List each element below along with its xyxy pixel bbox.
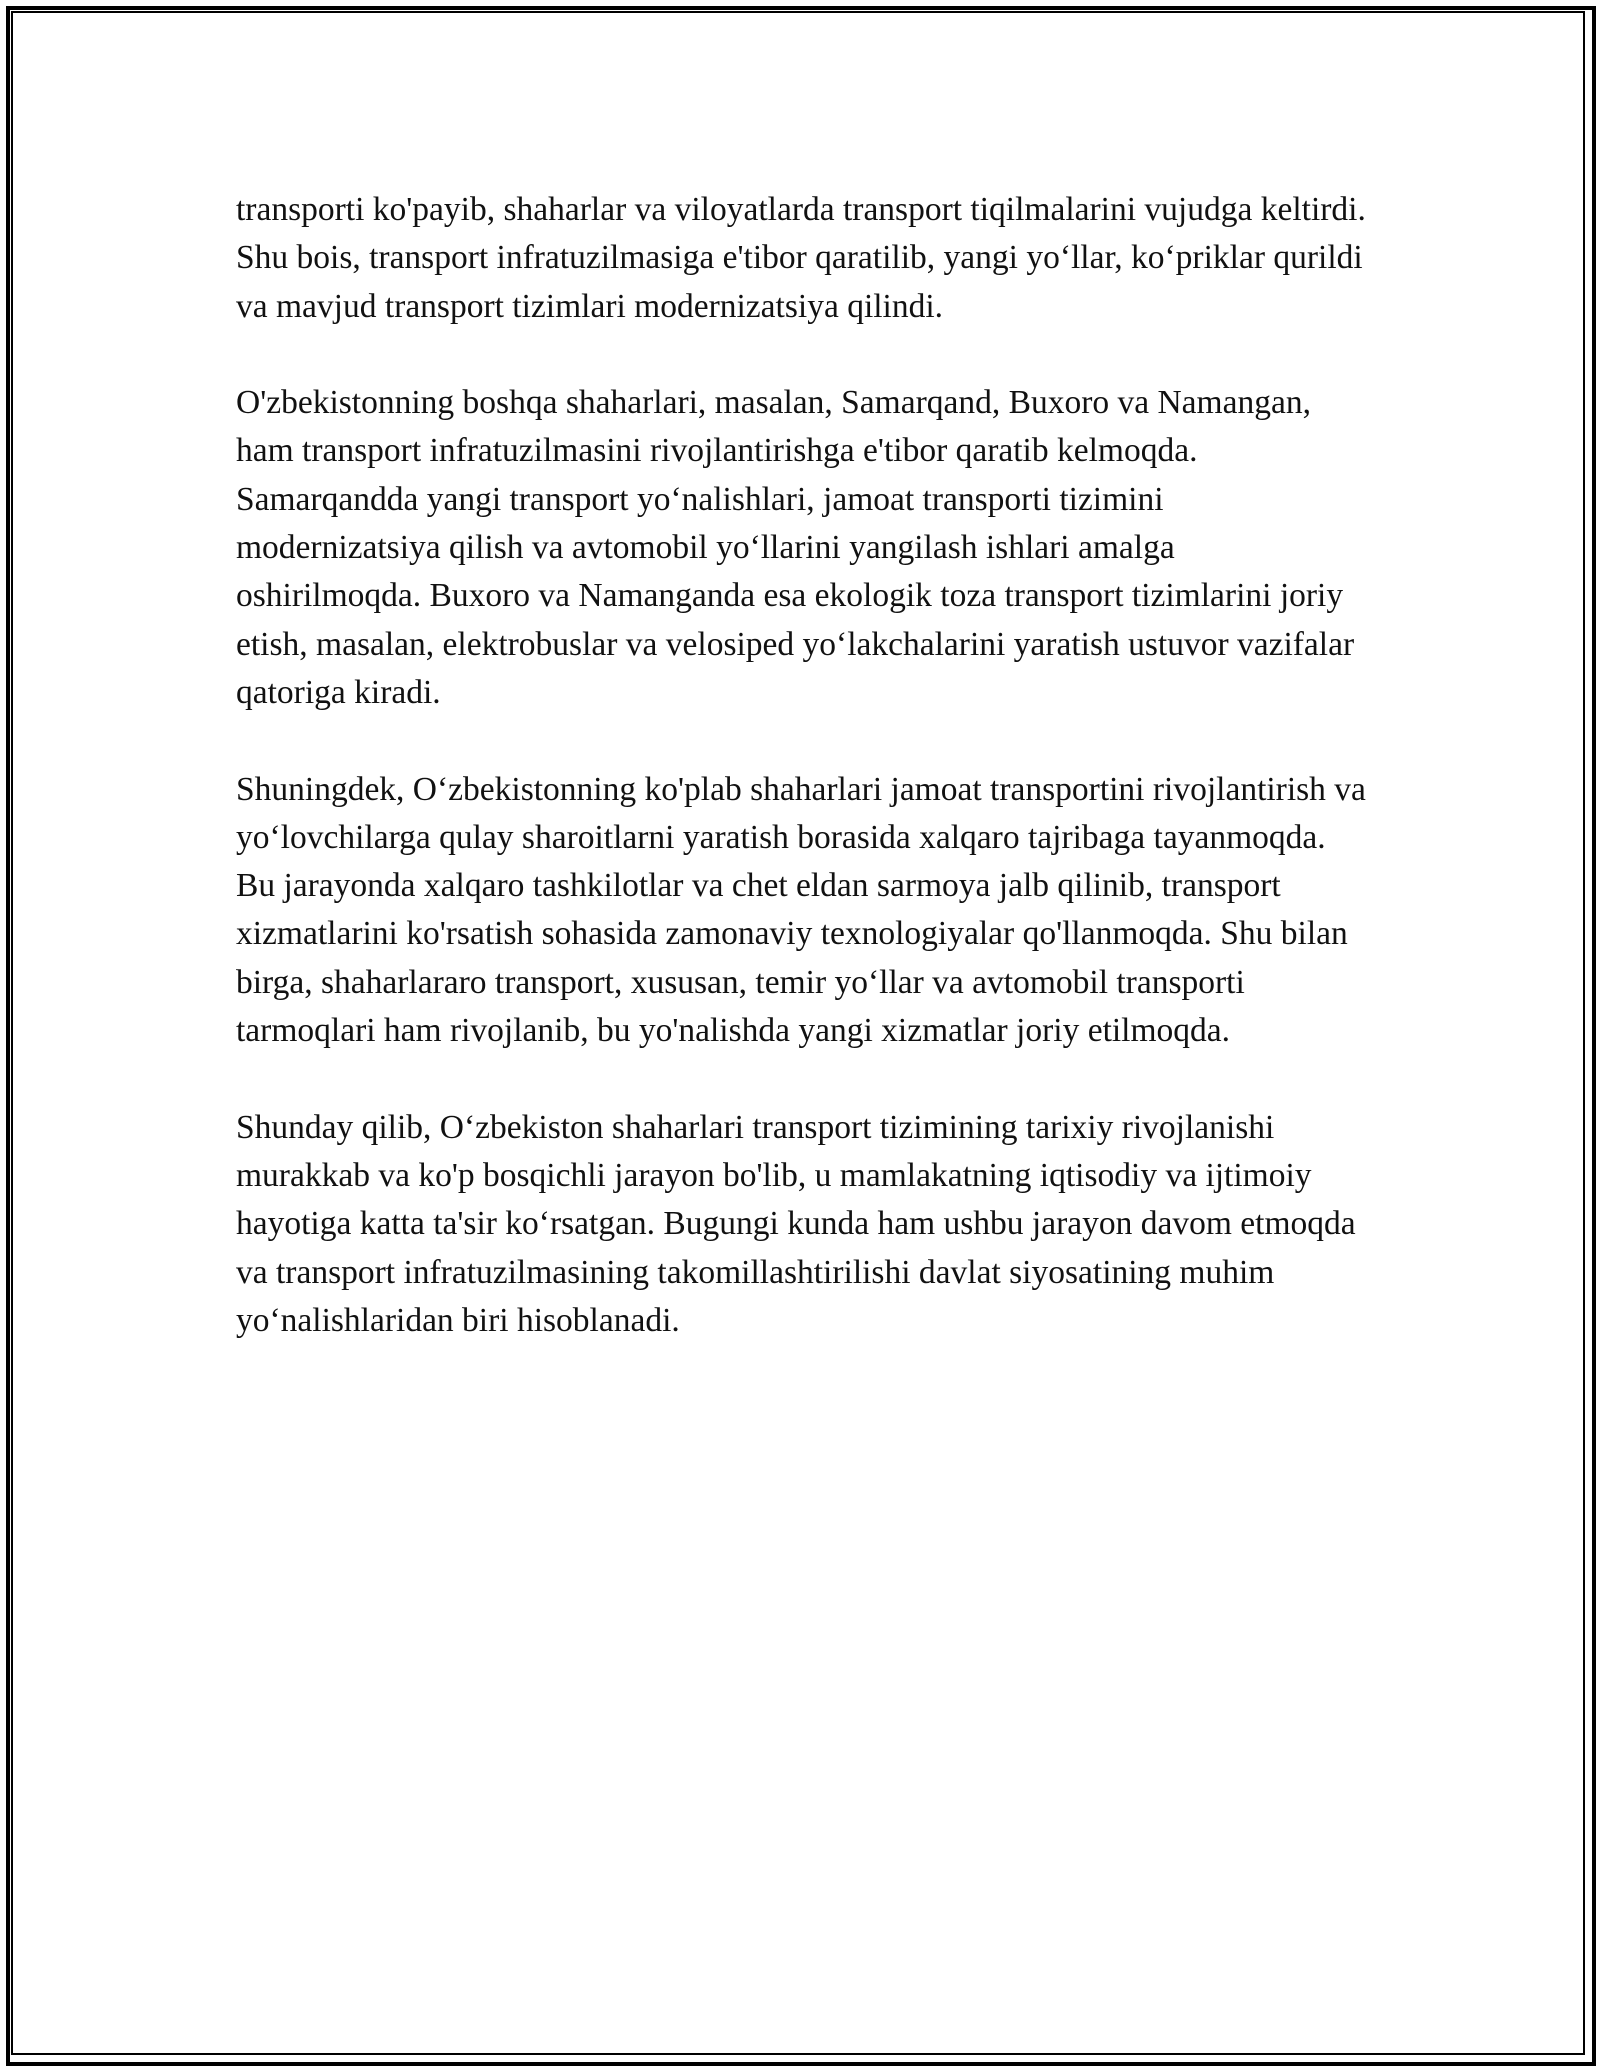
paragraph-1: transporti ko'payib, shaharlar va viloyatlarda transport tiqilmalarini vujudga keltirdi. Shu bois, transport infratuzilmasiga e'tibor qaratilib, yangi yo‘llar, ko‘priklar qurildi va mavjud transport tizimlari modernizatsiya qilindi. — [236, 191, 1366, 325]
paragraph-2: O'zbekistonning boshqa shaharlari, masalan, Samarqand, Buxoro va Namangan, ham transport infratuzilmasini rivojlantirishga e'tibor qaratib kelmoqda. Samarqandda yangi transport yo‘nalishlari, jamoat transporti tizimini modernizatsiya qilish va avtomobil yo‘llarini yangilash ishlari amalga oshirilmoqda. Buxoro va Namanganda esa ekologik toza transport tizimlarini joriy etish, masalan, elektrobuslar va velosiped yo‘lakchalarini yaratish ustuvor vazifalar qatoriga kiradi. — [236, 384, 1355, 711]
paragraph-3: Shuningdek, O‘zbekistonning ko'plab shaharlari jamoat transportini rivojlantirish va yo‘lovchilarga qulay sharoitlarni yaratish borasida xalqaro tajribaga tayanmoqda. Bu jarayonda xalqaro tashkilotlar va chet eldan sarmoya jalb qilinib, transport xizmatlarini ko'rsatish sohasida zamonaviy texnologiyalar qo'llanmoqda. Shu bilan birga, shaharlararo transport, xususan, temir yo‘llar va avtomobil transporti tarmoqlari ham rivojlanib, bu yo'nalishda yangi xizmatlar joriy etilmoqda. — [236, 770, 1366, 1050]
document-body — [236, 186, 1366, 1393]
paragraph-4: Shunday qilib, O‘zbekiston shaharlari transport tizimining tarixiy rivojlanishi murakkab va ko'p bosqichli jarayon bo'lib, u mamlakatning iqtisodiy va ijtimoiy hayotiga katta ta'sir ko‘rsatgan. Bugungi kunda ham ushbu jarayon davom etmoqda va transport infratuzilmasining takomillashtirilishi davlat siyosatining muhim yo‘nalishlaridan biri hisoblanadi. — [236, 1108, 1356, 1339]
